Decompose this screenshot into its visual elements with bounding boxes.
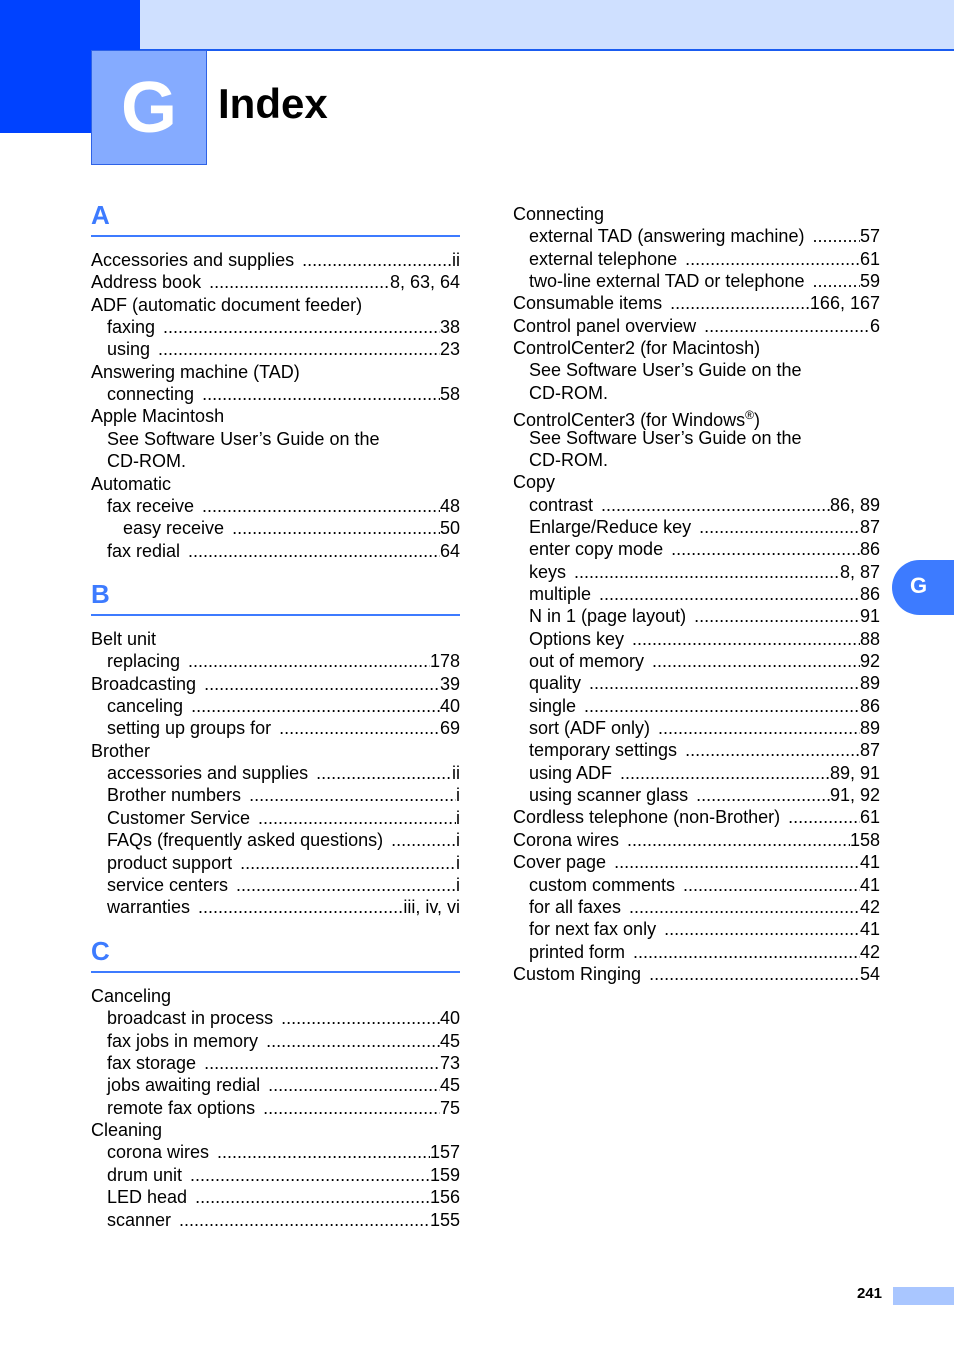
dot-leader (188, 650, 430, 672)
index-entry (513, 404, 880, 431)
dot-leader (209, 271, 390, 293)
index-term: fax storage (107, 1053, 197, 1074)
index-entry (529, 605, 880, 627)
index-entry (107, 450, 460, 472)
index-pages: 86, 89 (829, 494, 880, 515)
index-entry (529, 896, 880, 918)
index-pages: 45 (439, 1030, 460, 1051)
index-pages: 73 (439, 1053, 460, 1074)
index-entry (91, 1119, 460, 1141)
index-entry (513, 471, 880, 493)
index-pages: 166, 167 (809, 293, 880, 314)
index-term: Copy (513, 472, 556, 493)
index-entry (107, 874, 460, 896)
index-pages: 157 (429, 1142, 460, 1163)
dot-leader (704, 315, 870, 337)
index-pages: 86 (859, 695, 880, 716)
index-term: Broadcasting (91, 673, 197, 694)
index-term: for next fax only (529, 919, 657, 940)
dot-leader (258, 807, 456, 829)
index-entry (107, 1052, 460, 1074)
index-pages: 156 (429, 1187, 460, 1208)
index-entry (529, 762, 880, 784)
index-entry (107, 316, 460, 338)
page-number: 241 (856, 1285, 882, 1302)
dot-leader (202, 495, 440, 517)
index-term: warranties (107, 897, 191, 918)
index-term: enter copy mode (529, 539, 664, 560)
index-pages: 61 (859, 248, 880, 269)
dot-leader (683, 874, 860, 896)
index-entry (91, 271, 460, 293)
dot-leader (249, 784, 456, 806)
dot-leader (614, 851, 860, 873)
index-term: See Software User’s Guide on the (529, 427, 802, 448)
index-entry (107, 695, 460, 717)
page-number-bar (893, 1287, 954, 1305)
index-pages: iii, iv, vi (403, 897, 460, 918)
index-term: fax redial (107, 540, 181, 561)
dot-leader (664, 918, 860, 940)
index-term: Cover page (513, 852, 607, 873)
index-pages: 6 (869, 315, 880, 336)
index-entry (529, 449, 880, 471)
index-entry (107, 338, 460, 360)
index-entry (107, 1030, 460, 1052)
dot-leader (632, 628, 860, 650)
index-term: contrast (529, 494, 594, 515)
index-pages: 41 (859, 852, 880, 873)
index-term: out of memory (529, 651, 645, 671)
dot-leader (240, 852, 456, 874)
index-pages: 54 (859, 963, 880, 984)
index-entry (529, 695, 880, 717)
index-pages: 61 (859, 807, 880, 828)
dot-leader (316, 762, 452, 784)
index-pages: 48 (439, 495, 460, 516)
index-pages: 92 (859, 651, 880, 671)
index-pages: 50 (439, 518, 460, 539)
index-pages: 38 (439, 317, 460, 338)
section-letter-c: C (91, 936, 110, 966)
index-entry (529, 359, 880, 381)
index-entry (107, 852, 460, 874)
index-term: LED head (107, 1187, 188, 1208)
index-entry (529, 784, 880, 806)
index-term: single (529, 695, 577, 716)
index-entry (529, 941, 880, 963)
index-term: ControlCenter3 (for Windows®) (513, 408, 760, 431)
index-term: jobs awaiting redial (107, 1075, 261, 1096)
index-term: corona wires (107, 1142, 210, 1163)
index-term: using (107, 339, 151, 360)
index-term: Cleaning (91, 1120, 163, 1141)
index-entry (513, 829, 880, 851)
index-entry (529, 270, 880, 292)
index-entry (107, 1141, 460, 1163)
index-term: CD-ROM. (529, 382, 608, 403)
index-entry (529, 561, 880, 583)
dot-leader (649, 963, 860, 985)
index-pages: 41 (859, 919, 880, 940)
index-pages: 178 (429, 651, 460, 672)
dot-leader (629, 896, 860, 918)
index-entry (91, 361, 460, 383)
index-entry (529, 628, 880, 650)
index-entry (91, 473, 460, 495)
dot-leader (685, 739, 860, 761)
dot-leader (198, 896, 403, 918)
index-term: Brother numbers (107, 785, 242, 806)
index-entry (529, 650, 880, 672)
dot-leader (574, 561, 840, 583)
index-entry (513, 203, 880, 225)
dot-leader (179, 1209, 430, 1231)
index-pages: i (456, 852, 460, 873)
index-entry (107, 829, 460, 851)
index-term: connecting (107, 384, 195, 405)
index-entry (529, 874, 880, 896)
index-pages: i (456, 830, 460, 851)
index-entry (91, 985, 460, 1007)
index-term: Custom Ringing (513, 963, 642, 984)
index-pages: ii (452, 763, 460, 784)
index-entry (513, 292, 880, 314)
index-pages: 64 (439, 540, 460, 561)
index-term: Customer Service (107, 807, 251, 828)
index-term: fax receive (107, 495, 195, 516)
index-term: multiple (529, 583, 592, 604)
index-entry (513, 806, 880, 828)
index-entry (91, 294, 460, 316)
dot-leader (584, 695, 860, 717)
index-entry (107, 495, 460, 517)
section-letter-b: B (91, 579, 110, 609)
index-term: sort (ADF only) (529, 718, 651, 739)
index-entry (529, 672, 880, 694)
section-rule (91, 235, 460, 237)
index-term: broadcast in process (107, 1008, 274, 1029)
index-term: service centers (107, 874, 229, 895)
index-entry (107, 807, 460, 829)
index-entry (91, 673, 460, 695)
dot-leader (302, 249, 452, 271)
index-pages: 58 (439, 384, 460, 405)
index-entry (107, 784, 460, 806)
dot-leader (812, 225, 860, 247)
index-term: See Software User’s Guide on the (107, 428, 380, 449)
index-entry (529, 717, 880, 739)
index-term: Belt unit (91, 629, 157, 649)
index-term: Brother (91, 740, 151, 761)
index-term: using ADF (529, 762, 613, 783)
dot-leader (627, 829, 850, 851)
index-entry (91, 628, 460, 650)
chapter-letter-box (91, 50, 207, 165)
dot-leader (670, 292, 810, 314)
index-pages: 158 (849, 829, 880, 850)
index-entry (107, 1097, 460, 1119)
chapter-letter: G (120, 68, 177, 148)
index-entry (107, 1164, 460, 1186)
index-pages: 42 (859, 896, 880, 917)
dot-leader (279, 717, 440, 739)
index-term: Canceling (91, 986, 172, 1006)
dot-leader (671, 538, 860, 560)
index-pages: i (456, 785, 460, 806)
dot-leader (694, 605, 860, 627)
index-term: ADF (automatic document feeder) (91, 294, 363, 315)
index-pages: 86 (859, 539, 880, 560)
index-term: fax jobs in memory (107, 1030, 259, 1051)
index-entry (107, 1186, 460, 1208)
index-entry (529, 918, 880, 940)
index-term: custom comments (529, 874, 676, 895)
index-term: keys (529, 561, 567, 582)
index-entry (91, 740, 460, 762)
dot-leader (699, 516, 860, 538)
dot-leader (685, 248, 860, 270)
index-term: Accessories and supplies (91, 250, 295, 270)
index-term: Address book (91, 272, 202, 293)
index-term: setting up groups for (107, 718, 272, 739)
index-entry (91, 249, 460, 271)
index-pages: 155 (429, 1209, 460, 1230)
index-term: remote fax options (107, 1097, 256, 1118)
index-entry (91, 405, 460, 427)
index-entry (107, 762, 460, 784)
index-entry (529, 583, 880, 605)
side-tab-letter: G (910, 573, 928, 598)
index-pages: 40 (439, 1008, 460, 1029)
index-entry (107, 540, 460, 562)
index-term: external telephone (529, 248, 678, 269)
index-term: for all faxes (529, 896, 622, 917)
index-pages: i (456, 874, 460, 895)
index-pages: ii (452, 250, 460, 270)
dot-leader (812, 270, 859, 292)
index-term: Apple Macintosh (91, 406, 225, 427)
index-entry (529, 538, 880, 560)
chapter-side-tab (892, 560, 954, 615)
header-bar (140, 0, 954, 51)
index-term: Options key (529, 628, 625, 649)
dot-leader (190, 1164, 430, 1186)
index-term: two-line external TAD or telephone (529, 271, 805, 292)
dot-leader (599, 583, 860, 605)
dot-leader (589, 672, 860, 694)
index-term: easy receive (123, 518, 225, 539)
index-term: Automatic (91, 473, 172, 494)
index-term: Answering machine (TAD) (91, 361, 300, 382)
index-term: Control panel overview (513, 315, 697, 336)
index-pages: 23 (439, 339, 460, 360)
index-term: Cordless telephone (non-Brother) (513, 807, 781, 828)
dot-leader (217, 1141, 430, 1163)
dot-leader (620, 762, 830, 784)
dot-leader (195, 1186, 430, 1208)
dot-leader (158, 338, 440, 360)
index-term: quality (529, 673, 582, 694)
index-entry (107, 650, 460, 672)
index-term: replacing (107, 651, 181, 672)
dot-leader (281, 1007, 440, 1029)
index-term: Connecting (513, 204, 605, 224)
index-term: product support (107, 852, 233, 873)
index-entry (123, 517, 460, 539)
index-entry (529, 225, 880, 247)
index-term: canceling (107, 696, 184, 717)
index-term: CD-ROM. (529, 449, 608, 470)
index-term: using scanner glass (529, 785, 689, 806)
index-pages: 87 (859, 740, 880, 761)
index-entry (513, 315, 880, 337)
index-pages: i (456, 807, 460, 828)
index-entry (513, 337, 880, 359)
index-pages: 91, 92 (829, 785, 880, 806)
dot-leader (204, 673, 440, 695)
index-entry (529, 248, 880, 270)
dot-leader (204, 1052, 440, 1074)
index-pages: 8, 87 (839, 561, 880, 582)
section-letter-a: A (91, 200, 110, 230)
index-entry (107, 896, 460, 918)
index-entry (107, 1074, 460, 1096)
index-pages: 57 (859, 226, 880, 247)
index-entry (107, 383, 460, 405)
dot-leader (263, 1097, 440, 1119)
index-entry (513, 963, 880, 985)
index-pages: 88 (859, 628, 880, 649)
index-entry (513, 851, 880, 873)
dot-leader (188, 540, 440, 562)
index-pages: 39 (439, 673, 460, 694)
index-pages: 87 (859, 516, 880, 537)
index-entry (529, 382, 880, 404)
index-pages: 91 (859, 606, 880, 627)
index-term: temporary settings (529, 740, 678, 761)
dot-leader (268, 1074, 440, 1096)
index-pages: 89 (859, 718, 880, 739)
index-term: accessories and supplies (107, 763, 309, 784)
dot-leader (191, 695, 440, 717)
page-title: Index (218, 80, 328, 127)
index-pages: 41 (859, 874, 880, 895)
index-entry (529, 427, 880, 449)
index-pages: 69 (439, 718, 460, 739)
dot-leader (202, 383, 440, 405)
section-rule (91, 614, 460, 616)
index-term: ControlCenter2 (for Macintosh) (513, 338, 761, 359)
index-entry (529, 494, 880, 516)
index-pages: 89, 91 (829, 762, 880, 783)
dot-leader (658, 717, 860, 739)
index-term: CD-ROM. (107, 451, 186, 472)
index-term: drum unit (107, 1164, 183, 1185)
dot-leader (266, 1030, 440, 1052)
index-entry (107, 1007, 460, 1029)
index-entry (107, 1209, 460, 1231)
index-pages: 40 (439, 696, 460, 717)
dot-leader (236, 874, 456, 896)
dot-leader (232, 517, 440, 539)
index-term: Consumable items (513, 293, 663, 314)
index-pages: 86 (859, 583, 880, 604)
index-term: scanner (107, 1209, 172, 1230)
dot-leader (601, 494, 830, 516)
index-pages: 42 (859, 941, 880, 962)
dot-leader (788, 806, 860, 828)
index-pages: 159 (429, 1164, 460, 1185)
index-pages: 89 (859, 673, 880, 694)
dot-leader (696, 784, 830, 806)
index-pages: 45 (439, 1075, 460, 1096)
dot-leader (391, 829, 456, 851)
index-pages: 59 (859, 271, 880, 292)
index-term: external TAD (answering machine) (529, 226, 805, 247)
index-term: printed form (529, 941, 626, 962)
dot-leader (633, 941, 860, 963)
index-pages: 75 (439, 1097, 460, 1118)
dot-leader (163, 316, 440, 338)
index-term: N in 1 (page layout) (529, 606, 687, 627)
index-entry (529, 739, 880, 761)
index-term: Corona wires (513, 829, 620, 850)
section-rule (91, 971, 460, 973)
index-term: faxing (107, 317, 156, 338)
index-term: See Software User’s Guide on the (529, 360, 802, 381)
index-entry (107, 717, 460, 739)
index-term: FAQs (frequently asked questions) (107, 830, 384, 851)
index-term: Enlarge/Reduce key (529, 516, 692, 537)
index-entry (107, 428, 460, 450)
index-pages: 8, 63, 64 (389, 272, 460, 293)
dot-leader (652, 650, 860, 672)
index-entry (529, 516, 880, 538)
